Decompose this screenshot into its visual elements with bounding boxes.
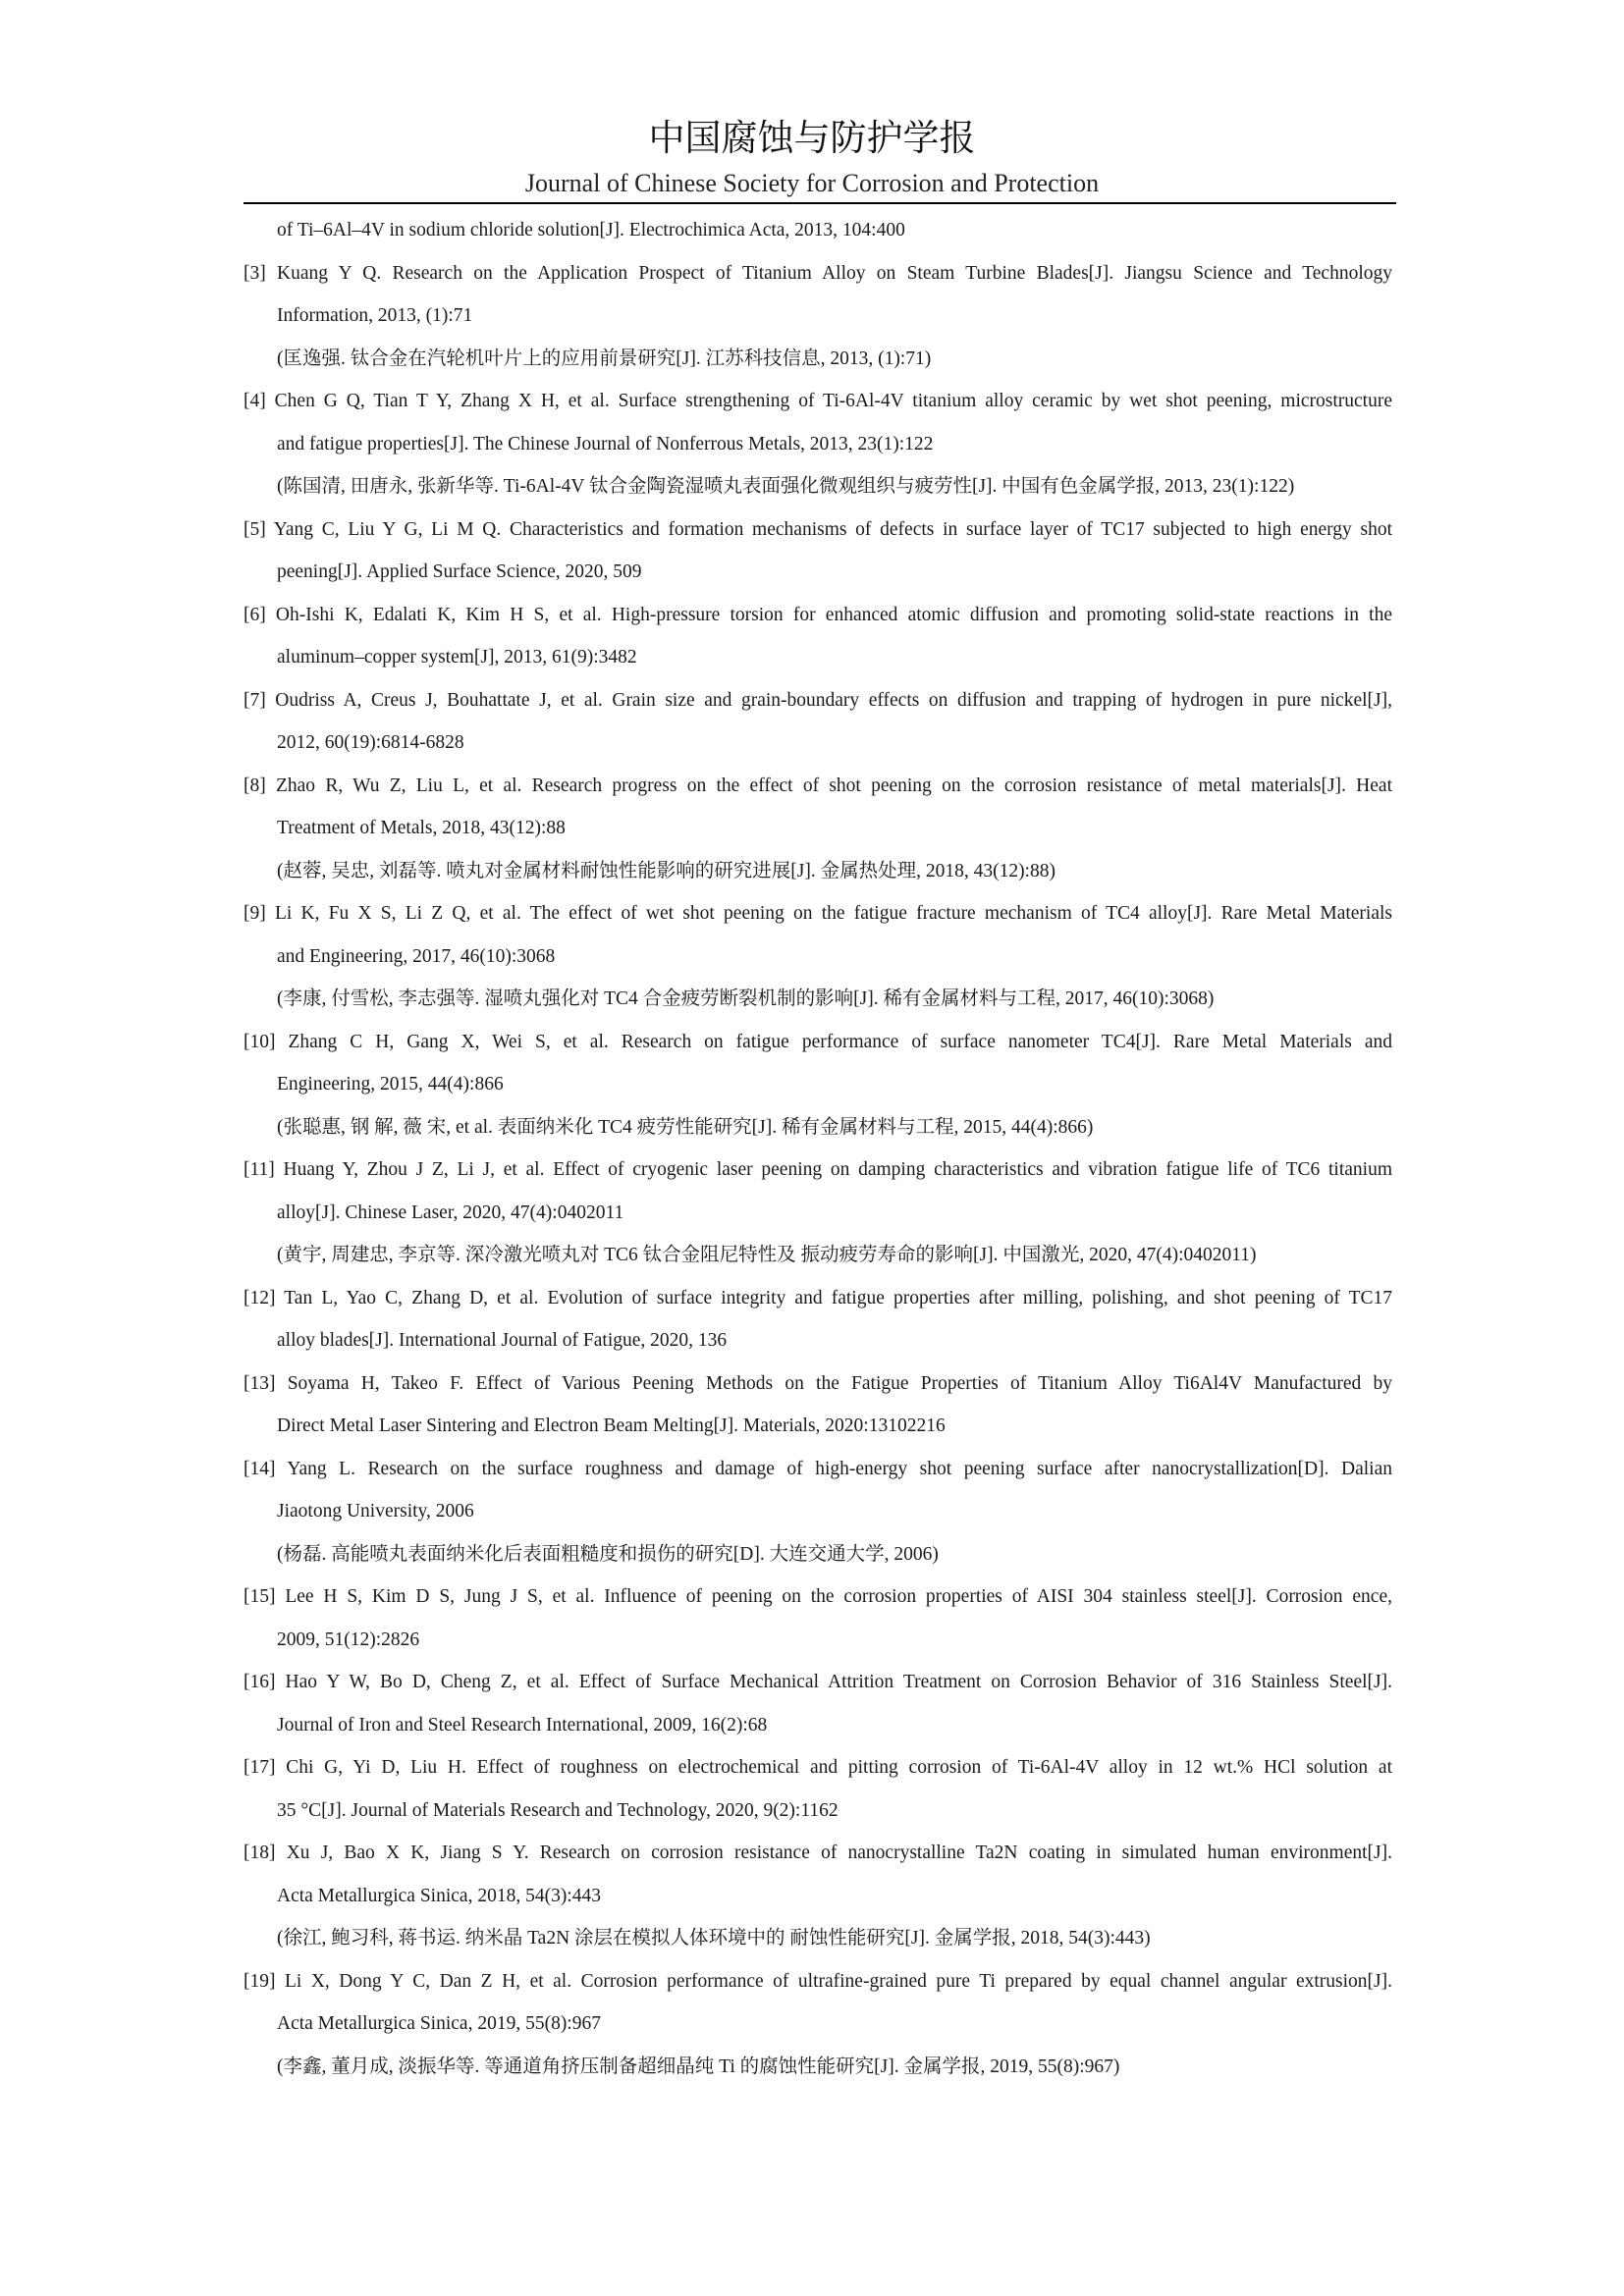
reference-continuation: alloy[J]. Chinese Laser, 2020, 47(4):0402011 bbox=[277, 1201, 624, 1223]
reference-chinese-translation: (杨磊. 高能喷丸表面纳米化后表面粗糙度和损伤的研究[D]. 大连交通大学, 2006) bbox=[277, 1543, 939, 1565]
reference-entry-start: [9] Li K, Fu X S, Li Z Q, et al. The effect of wet shot peening on the fatigue fracture mechanism of TC4 alloy[J]. Rare Metal Materials bbox=[244, 903, 1392, 924]
reference-entry-start: [16] Hao Y W, Bo D, Cheng Z, et al. Effect of Surface Mechanical Attrition Treatment on Corrosion Behavior of 316 Stainless Steel[J]. bbox=[244, 1672, 1392, 1692]
reference-entry-start: [15] Lee H S, Kim D S, Jung J S, et al. Influence of peening on the corrosion properties of AISI 304 stainless steel[J]. Corrosion ence, bbox=[244, 1586, 1392, 1607]
reference-continuation: 2009, 51(12):2826 bbox=[277, 1629, 420, 1650]
reference-chinese-translation: (陈国清, 田唐永, 张新华等. Ti-6Al-4V 钛合金陶瓷湿喷丸表面强化微观组织与疲劳性[J]. 中国有色金属学报, 2013, 23(1):122) bbox=[277, 476, 1295, 497]
reference-entry-start: [3] Kuang Y Q. Research on the Application Prospect of Titanium Alloy on Steam Turbine Blades[J]. Jiangsu Science and Technology bbox=[244, 262, 1392, 284]
reference-continuation: Jiaotong University, 2006 bbox=[277, 1501, 474, 1522]
reference-entry-start: [4] Chen G Q, Tian T Y, Zhang X H, et al. Surface strengthening of Ti-6Al-4V titanium alloy ceramic by wet shot peening, microstructure bbox=[244, 391, 1392, 411]
reference-entry-start: [17] Chi G, Yi D, Liu H. Effect of roughness on electrochemical and pitting corrosion of Ti-6Al-4V alloy in 12 wt.% HCl solution at bbox=[244, 1757, 1392, 1778]
reference-continuation: Acta Metallurgica Sinica, 2018, 54(3):443 bbox=[277, 1885, 601, 1906]
reference-continuation: of Ti–6Al–4V in sodium chloride solution[J]. Electrochimica Acta, 2013, 104:400 bbox=[277, 220, 905, 240]
reference-continuation: and fatigue properties[J]. The Chinese Journal of Nonferrous Metals, 2013, 23(1):122 bbox=[277, 433, 934, 454]
reference-continuation: Direct Metal Laser Sintering and Electron Beam Melting[J]. Materials, 2020:13102216 bbox=[277, 1415, 946, 1436]
reference-entry-start: [14] Yang L. Research on the surface roughness and damage of high-energy shot peening surface after nanocrystallization[D]. Dalian bbox=[244, 1458, 1392, 1479]
reference-continuation: Engineering, 2015, 44(4):866 bbox=[277, 1074, 504, 1095]
journal-title-english: Journal of Chinese Society for Corrosion and Protection bbox=[524, 169, 1100, 197]
reference-entry-start: [5] Yang C, Liu Y G, Li M Q. Characteristics and formation mechanisms of defects in surface layer of TC17 subjected to high energy shot bbox=[244, 518, 1392, 540]
reference-entry-start: [10] Zhang C H, Gang X, Wei S, et al. Research on fatigue performance of surface nanometer TC4[J]. Rare Metal Materials and bbox=[244, 1031, 1392, 1052]
reference-entry-start: [6] Oh-Ishi K, Edalati K, Kim H S, et al. High-pressure torsion for enhanced atomic diffusion and promoting solid-state reactions in the bbox=[244, 604, 1392, 625]
reference-chinese-translation: (徐江, 鲍习科, 蒋书运. 纳米晶 Ta2N 涂层在模拟人体环境中的 耐蚀性能研究[J]. 金属学报, 2018, 54(3):443) bbox=[277, 1928, 1151, 1949]
reference-continuation: peening[J]. Applied Surface Science, 2020, 509 bbox=[277, 561, 642, 582]
reference-chinese-translation: (李鑫, 董月成, 淡振华等. 等通道角挤压制备超细晶纯 Ti 的腐蚀性能研究[J]. 金属学报, 2019, 55(8):967) bbox=[277, 2056, 1120, 2077]
reference-chinese-translation: (李康, 付雪松, 李志强等. 湿喷丸强化对 TC4 合金疲劳断裂机制的影响[J]. 稀有金属材料与工程, 2017, 46(10):3068) bbox=[277, 988, 1215, 1009]
reference-continuation: 35 °C[J]. Journal of Materials Research and Technology, 2020, 9(2):1162 bbox=[277, 1799, 839, 1821]
reference-continuation: aluminum–copper system[J], 2013, 61(9):3482 bbox=[277, 647, 637, 667]
reference-entry-start: [19] Li X, Dong Y C, Dan Z H, et al. Corrosion performance of ultrafine-grained pure Ti prepared by equal channel angular extrusion[J]. bbox=[244, 1970, 1392, 1992]
reference-continuation: Journal of Iron and Steel Research International, 2009, 16(2):68 bbox=[277, 1714, 768, 1735]
reference-entry-start: [12] Tan L, Yao C, Zhang D, et al. Evolution of surface integrity and fatigue properties after milling, polishing, and shot peening of TC17 bbox=[244, 1287, 1392, 1308]
reference-continuation: and Engineering, 2017, 46(10):3068 bbox=[277, 945, 556, 967]
reference-entry-start: [8] Zhao R, Wu Z, Liu L, et al. Research progress on the effect of shot peening on the corrosion resistance of metal materials[J]. Heat bbox=[244, 774, 1392, 796]
reference-continuation: Treatment of Metals, 2018, 43(12):88 bbox=[277, 818, 566, 838]
journal-title-chinese: 中国腐蚀与防护学报 bbox=[648, 119, 976, 159]
reference-entry-start: [11] Huang Y, Zhou J Z, Li J, et al. Effect of cryogenic laser peening on damping characteristics and vibration fatigue life of TC6 titanium bbox=[244, 1159, 1392, 1180]
reference-continuation: 2012, 60(19):6814-6828 bbox=[277, 732, 464, 753]
header-rule bbox=[244, 202, 1396, 204]
reference-entry-start: [18] Xu J, Bao X K, Jiang S Y. Research on corrosion resistance of nanocrystalline Ta2N coating in simulated human environment[J]. bbox=[244, 1842, 1392, 1863]
reference-entry-start: [7] Oudriss A, Creus J, Bouhattate J, et al. Grain size and grain-boundary effects on diffusion and trapping of hydrogen in pure nickel[J], bbox=[244, 689, 1392, 711]
reference-continuation: alloy blades[J]. International Journal of Fatigue, 2020, 136 bbox=[277, 1330, 728, 1351]
reference-chinese-translation: (张聪惠, 钢 解, 薇 宋, et al. 表面纳米化 TC4 疲劳性能研究[J]. 稀有金属材料与工程, 2015, 44(4):866) bbox=[277, 1116, 1094, 1138]
reference-chinese-translation: (赵蓉, 吴忠, 刘磊等. 喷丸对金属材料耐蚀性能影响的研究进展[J]. 金属热处理, 2018, 43(12):88) bbox=[277, 860, 1056, 881]
reference-continuation: Acta Metallurgica Sinica, 2019, 55(8):967 bbox=[277, 2013, 601, 2034]
reference-continuation: Information, 2013, (1):71 bbox=[277, 305, 473, 326]
reference-chinese-translation: (黄宇, 周建忠, 李京等. 深冷激光喷丸对 TC6 钛合金阻尼特性及 振动疲劳寿命的影响[J]. 中国激光, 2020, 47(4):0402011) bbox=[277, 1245, 1257, 1265]
reference-chinese-translation: (匡逸强. 钛合金在汽轮机叶片上的应用前景研究[J]. 江苏科技信息, 2013, (1):71) bbox=[277, 347, 932, 369]
reference-entry-start: [13] Soyama H, Takeo F. Effect of Various Peening Methods on the Fatigue Properties of Titanium Alloy Ti6Al4V Manufactured by bbox=[244, 1372, 1392, 1394]
reference-list bbox=[244, 209, 1392, 2088]
